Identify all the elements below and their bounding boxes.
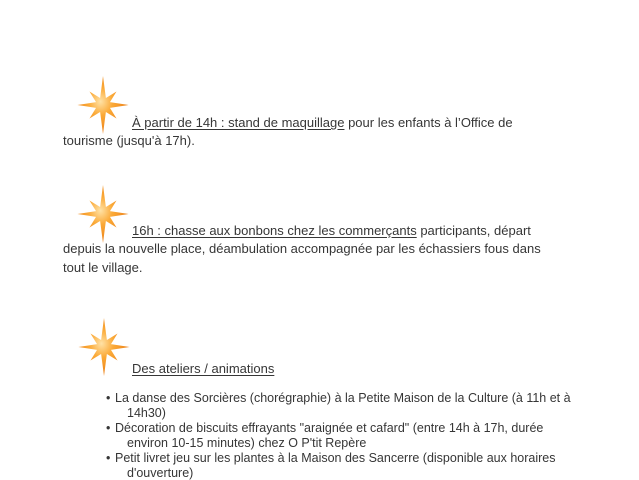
bullet-dot-icon: •: [106, 391, 111, 405]
event-paragraph-chasse-bonbons: [63, 222, 563, 277]
bullet-dot-icon: •: [106, 451, 111, 465]
bullet-dot-icon: •: [106, 421, 111, 435]
event-heading-underlined: À partir de 14h : stand de maquillage: [132, 115, 345, 130]
event-text: pour les enfants à l’Office de tourisme (jusqu'à 17h).: [63, 115, 513, 149]
list-item-text: Décoration de biscuits effrayants "araignée et cafard" (entre 14h à 17h, durée environ 10-15 minutes) chez O P'tit Repère: [115, 421, 544, 450]
event-paragraph-ateliers: [63, 360, 563, 378]
list-item-text: Petit livret jeu sur les plantes à la Maison des Sancerre (disponible aux horaires d'ouverture): [115, 451, 556, 480]
event-heading-underlined: Des ateliers / animations: [132, 361, 275, 376]
event-paragraph-maquillage: [63, 114, 563, 151]
animations-list: [63, 391, 573, 480]
list-item: [63, 421, 573, 451]
list-item-text: La danse des Sorcières (chorégraphie) à la Petite Maison de la Culture (à 11h et à 14h30): [115, 391, 571, 420]
event-heading-underlined: 16h : chasse aux bonbons chez les commerçants: [132, 223, 417, 238]
list-item: [63, 391, 573, 421]
list-item: [63, 451, 573, 480]
event-text: participants, départ depuis la nouvelle place, déambulation accompagnée par les échassiers fous dans tout le village.: [63, 223, 541, 275]
